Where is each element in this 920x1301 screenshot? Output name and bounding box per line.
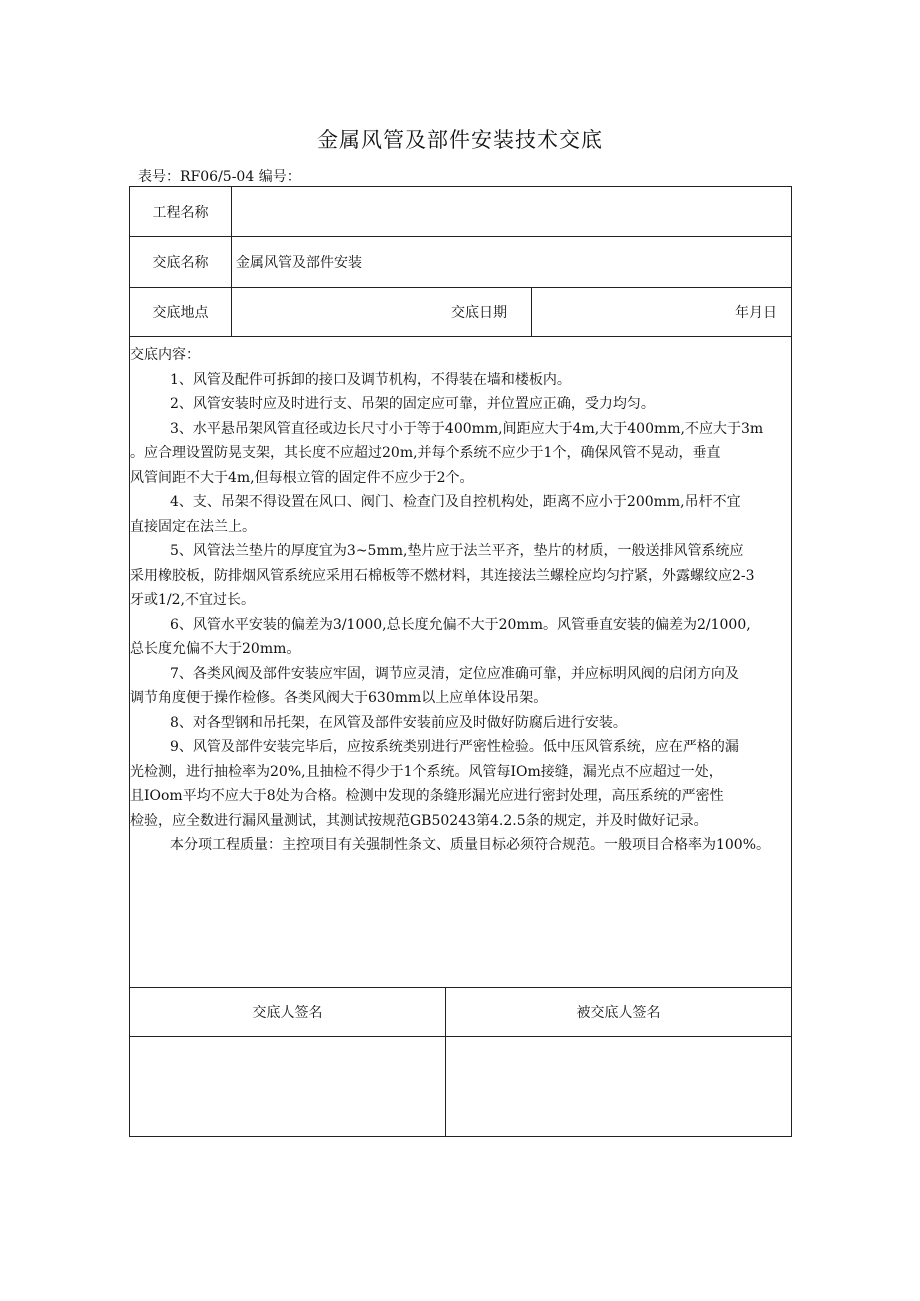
- document-title: 金属风管及部件安装技术交底: [317, 128, 603, 152]
- project-value[interactable]: [232, 187, 792, 237]
- project-label: 工程名称: [130, 187, 232, 237]
- content-line: 光检测，进行抽检率为20%,且抽检不得少于1个系统。风管每IOm接缝，漏光点不应超过一处，: [130, 763, 723, 780]
- place-date-row: [130, 288, 792, 337]
- item-value[interactable]: 金属风管及部件安装: [232, 237, 792, 288]
- content-line: 风管间距不大于4m,但每根立管的固定件不应少于2个。: [130, 469, 474, 486]
- content-line: 5、风管法兰垫片的厚度宜为3~5mm,垫片应于法兰平齐，垫片的材质，一般送排风管系统应: [170, 543, 744, 559]
- discloser-signature-label: 交底人签名: [130, 988, 446, 1037]
- date-label: 交底日期: [232, 288, 532, 337]
- content-cell: [130, 337, 792, 988]
- content-line: 3、水平悬吊架风管直径或边长尺寸小于等于400mm,间距应大于4m,大于400mm,不应大于3m: [170, 420, 764, 437]
- content-line: 调节角度便于操作检修。各类风阀大于630mm以上应单体设吊架。: [130, 690, 548, 706]
- discloser-signature-field[interactable]: [130, 1037, 446, 1137]
- signature-body-row: [130, 1037, 792, 1137]
- content-line: 2、风管安装时应及时进行支、吊架的固定应可靠，并位置应正确，受力均匀。: [170, 396, 655, 412]
- disclosure-table: [129, 186, 792, 1137]
- content-line: 1、风管及配件可拆卸的接口及调节机构，不得装在墙和楼板内。: [170, 371, 571, 388]
- content-line: 。应合理设置防晃支架，其长度不应超过20m,并每个系统不应少于1个，确保风管不晃动，垂直: [130, 445, 721, 461]
- item-label: 交底名称: [130, 237, 232, 288]
- content-line: 7、各类风阀及部件安装应牢固，调节应灵清，定位应准确可靠，并应标明风阀的启闭方向及: [170, 665, 739, 682]
- form-number: 表号：RF06/5-04 编号：: [138, 169, 301, 185]
- content-line: 且IOom平均不应大于8处为合格。检测中发现的条缝形漏光应进行密封处理，高压系统的严密性: [130, 788, 724, 804]
- content-line: 4、支、吊架不得设置在风口、阀门、检查门及自控机构处，距离不应小于200mm,吊杆不宜: [170, 494, 741, 510]
- content-body: [130, 337, 791, 858]
- receiver-signature-label: 被交底人签名: [446, 988, 792, 1037]
- content-line: 本分项工程质量：主控项目有关强制性条文、质量目标必须符合规范。一般项目合格率为100%。: [170, 837, 771, 853]
- content-heading: 交底内容：: [130, 347, 200, 363]
- content-row: [130, 337, 792, 988]
- date-value[interactable]: 年月日: [532, 288, 792, 337]
- content-line: 检验，应全数进行漏风量测试，其测试按规范GB50243第4.2.5条的规定，并及时做好记录。: [130, 812, 708, 829]
- content-line: 6、风管水平安装的偏差为3/1000,总长度允偏不大于20mm。风管垂直安装的偏差为2/1000,: [170, 616, 751, 633]
- content-line: 总长度允偏不大于20mm。: [130, 641, 301, 657]
- place-label: 交底地点: [130, 288, 232, 337]
- receiver-signature-field[interactable]: [446, 1037, 792, 1137]
- content-line: 9、风管及部件安装完毕后，应按系统类别进行严密性检验。低中压风管系统，应在严格的漏: [170, 739, 739, 755]
- signature-header-row: [130, 988, 792, 1037]
- content-line: 采用橡胶板，防排烟风管系统应采用石棉板等不燃材料，其连接法兰螺栓应均匀拧紧，外露螺纹应2-3: [130, 567, 755, 584]
- content-line: 直接固定在法兰上。: [130, 518, 256, 535]
- item-row: [130, 237, 792, 288]
- project-row: [130, 187, 792, 237]
- content-line: 8、对各型钢和吊托架，在风管及部件安装前应及时做好防腐后进行安装。: [170, 714, 627, 731]
- content-line: 牙或1/2,不宜过长。: [130, 592, 255, 608]
